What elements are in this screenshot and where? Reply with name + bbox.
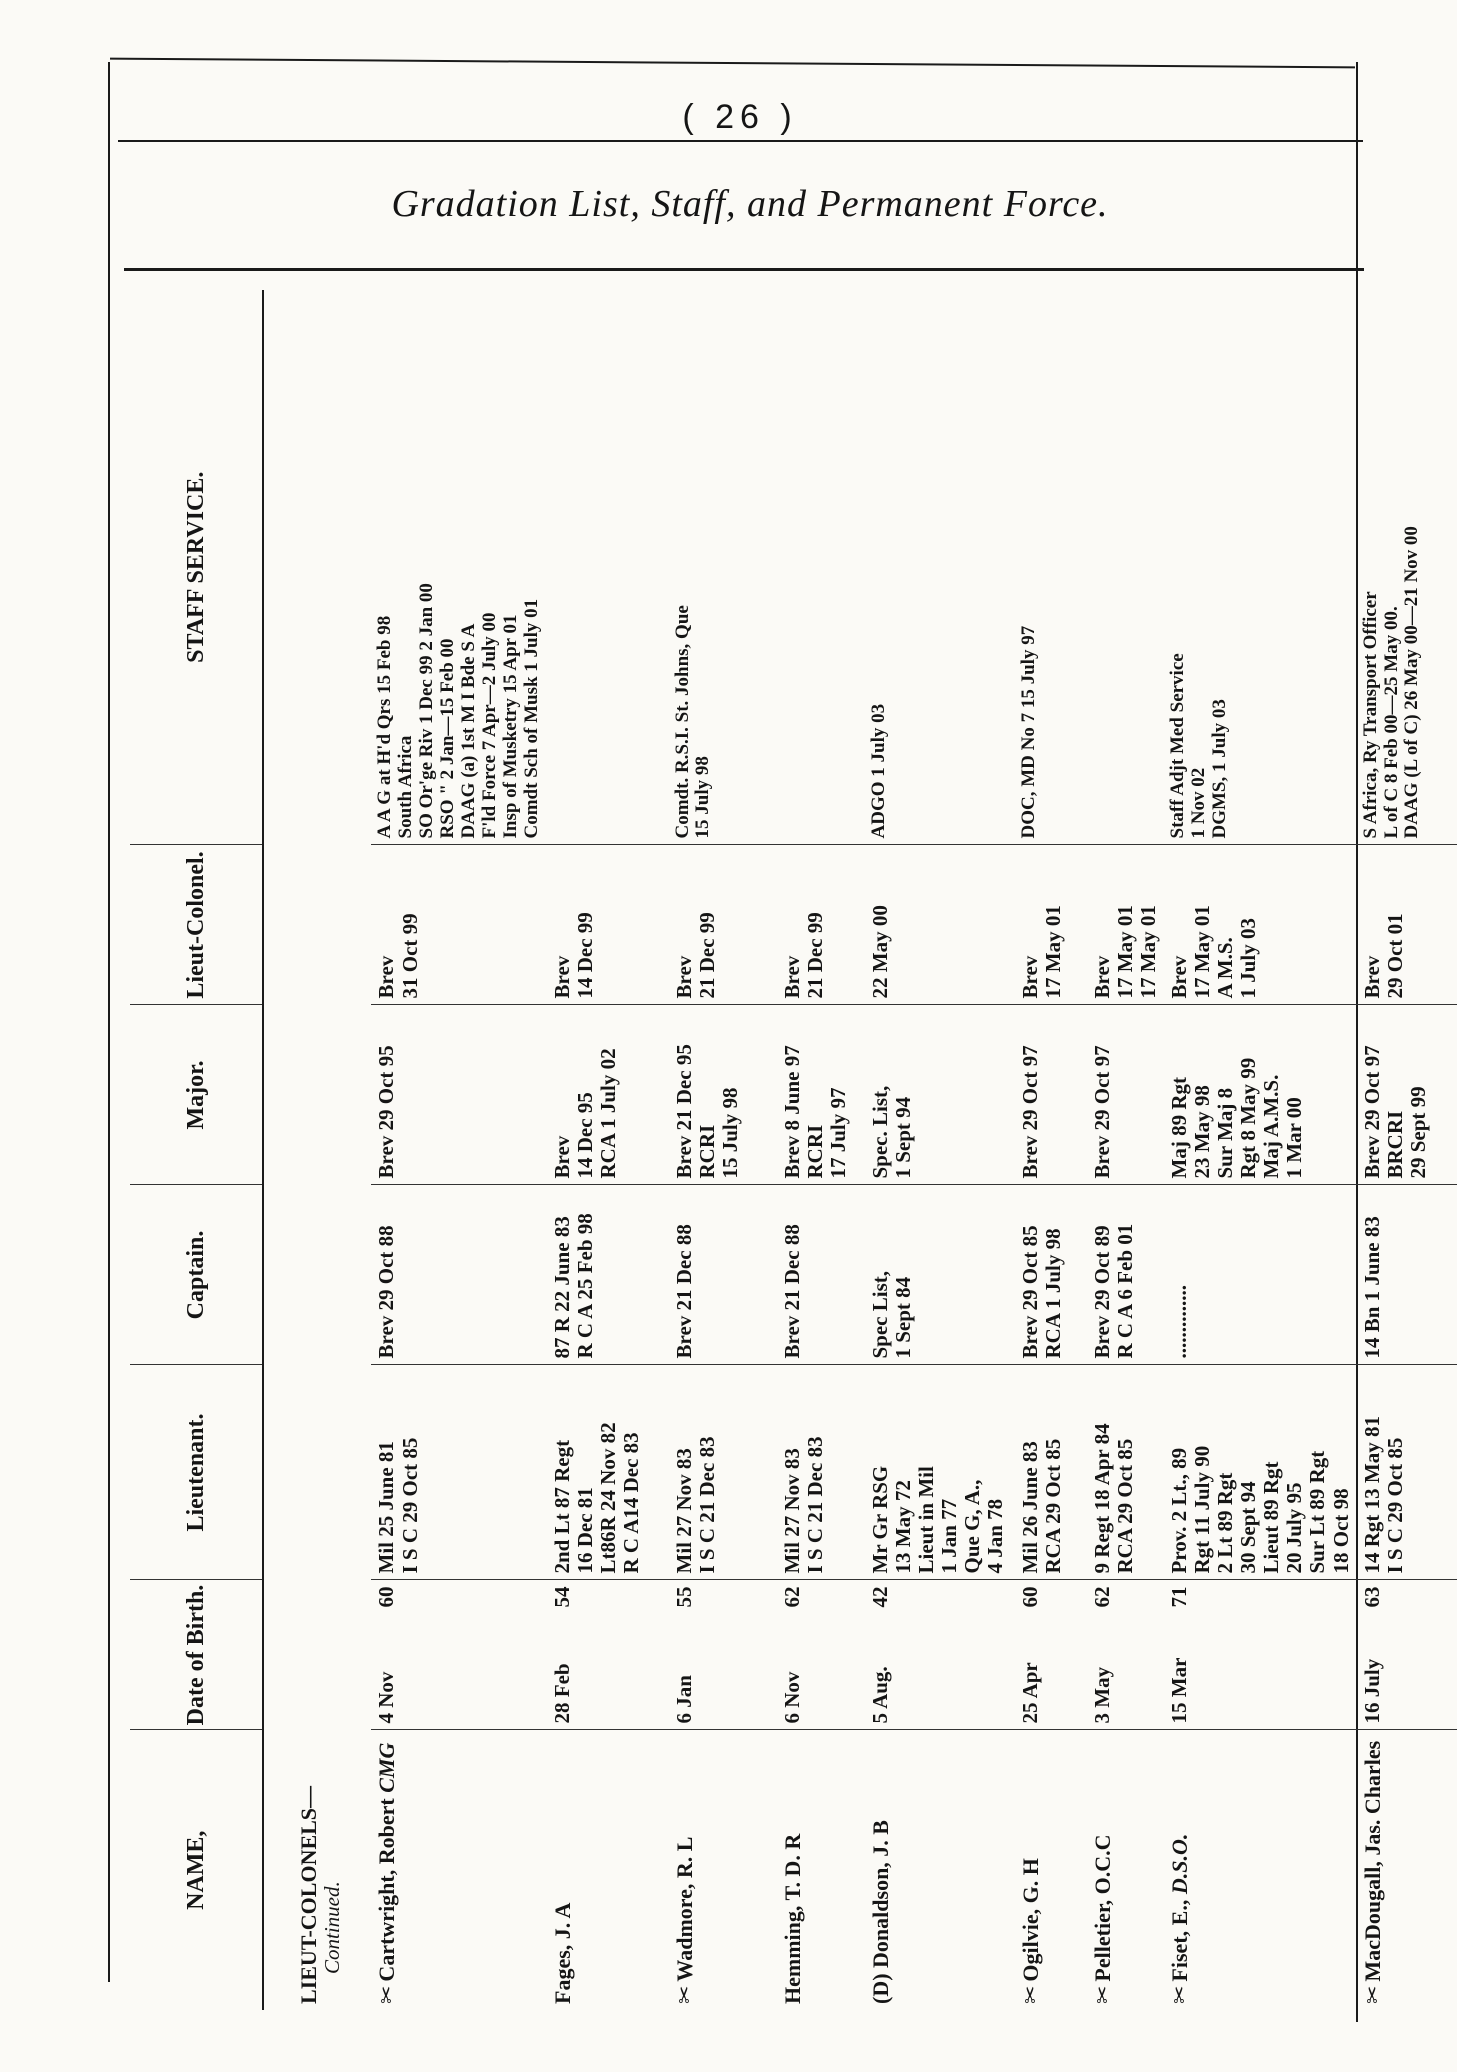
captain-cell: Brev 21 Dec 88: [669, 1185, 777, 1365]
officer-name: Fages, J. A: [549, 1902, 575, 2004]
officer-name: Hemming, T. D. R: [779, 1833, 805, 2004]
date-of-birth: 4 Nov: [374, 1671, 399, 1724]
dob-cell: [865, 1580, 1015, 1730]
age: 62: [779, 1586, 804, 1608]
lt-colonel-cell: 22 May 00: [865, 845, 1015, 1005]
lieutenant-cell: Mil 26 June 83 RCA 29 Oct 85: [1015, 1365, 1087, 1580]
captain-cell: 87 R 22 June 83 R C A 25 Feb 98: [547, 1185, 669, 1365]
lt-colonel-cell: Brev 31 Oct 99: [371, 845, 546, 1005]
date-of-birth: 6 Nov: [779, 1671, 804, 1724]
title-rule: [124, 268, 1364, 271]
scissors-icon: ✂: [374, 1985, 400, 2004]
age: 60: [1017, 1586, 1042, 1608]
section-row: [263, 290, 371, 2010]
staff-service-cell: A A G at H'd Qrs 15 Feb 98 South Africa SO Or'ge Riv 1 Dec 99 2 Jan 00 RSO " 2 Jan—15 Feb 00 DAAG (a) 1st M I Bde S A F'ld Force 7 Apr—2 July 00 Insp of Musketry 15 Apr 01 Comdt Sch of Musk 1 July 01: [371, 290, 546, 845]
staff-service-cell: ADGO 1 July 03: [865, 290, 1015, 845]
col-name: NAME,: [130, 1730, 263, 2010]
col-lt-colonel: Lieut-Colonel.: [130, 845, 263, 1005]
captain-cell: Brev 29 Oct 88: [371, 1185, 546, 1365]
staff-service-cell: Comdt. R.S.I. St. Johns, Que 15 July 98: [669, 290, 777, 845]
date-of-birth: 15 Mar: [1166, 1657, 1191, 1724]
header-row: [130, 290, 263, 2010]
major-cell: Maj 89 Rgt 23 May 98 Sur Maj 8 Rgt 8 May 99 Maj A.M.S. 1 Mar 00: [1164, 1005, 1357, 1185]
table-row: [777, 290, 865, 2010]
top-rule: [110, 58, 1355, 69]
dob-cell: [777, 1580, 865, 1730]
major-cell: Brev 29 Oct 97: [1087, 1005, 1164, 1185]
table-row: [669, 290, 777, 2010]
lieutenant-cell: 2nd Lt 87 Regt 16 Dec 81 Lt86R 24 Nov 82 R C A14 Dec 83: [547, 1365, 669, 1580]
age: 71: [1166, 1586, 1191, 1608]
name-cell: [1087, 1730, 1164, 2010]
officer-name: Wadmore, R. L: [671, 1836, 697, 1982]
section-title: LIEUT-COLONELS—: [296, 1785, 322, 2004]
dob-cell: [547, 1580, 669, 1730]
table-row: [1357, 290, 1457, 2010]
lieutenant-cell: Mr Gr RSG 13 May 72 Lieut in Mil 1 Jan 77 Que G, A., 4 Jan 78: [865, 1365, 1015, 1580]
officer-name: MacDougall, Jas. Charles: [1359, 1740, 1385, 1982]
table-row: [1015, 290, 1087, 2010]
dob-cell: [1087, 1580, 1164, 1730]
officer-name: (D) Donaldson, J. B: [867, 1820, 893, 2004]
age: 42: [867, 1586, 892, 1608]
staff-service-cell: [547, 290, 669, 845]
staff-service-cell: [1087, 290, 1164, 845]
name-cell: [1015, 1730, 1087, 2010]
name-cell: [547, 1730, 669, 2010]
officer-name: Fiset, E.,: [1166, 1899, 1192, 1982]
name-cell: [777, 1730, 865, 2010]
major-cell: Spec. List, 1 Sept 94: [865, 1005, 1015, 1185]
name-cell: [1164, 1730, 1357, 2010]
dob-cell: [371, 1580, 546, 1730]
lieutenant-cell: Prov. 2 Lt., 89 Rgt 11 July 90 2 Lt 89 Rgt 30 Sept 94 Lieut 89 Rgt 20 July 95 Sur Lt 89 Rgt 18 Oct 98: [1164, 1365, 1357, 1580]
lt-colonel-cell: Brev 21 Dec 99: [777, 845, 865, 1005]
page-number-rule: [118, 140, 1363, 142]
officer-name: Cartwright, Robert: [374, 1798, 400, 1982]
lt-colonel-cell: Brev 14 Dec 99: [547, 845, 669, 1005]
gradation-table-rotated: [130, 290, 1430, 2010]
captain-cell: 14 Bn 1 June 83: [1357, 1185, 1457, 1365]
lieutenant-cell: Mil 27 Nov 83 I S C 21 Dec 83: [777, 1365, 865, 1580]
col-staff-service: STAFF SERVICE.: [130, 290, 263, 845]
major-cell: Brev 14 Dec 95 RCA 1 July 02: [547, 1005, 669, 1185]
name-cell: [371, 1730, 546, 2010]
major-cell: Brev 29 Oct 97: [1015, 1005, 1087, 1185]
name-cell: [865, 1730, 1015, 2010]
col-lieutenant: Lieutenant.: [130, 1365, 263, 1580]
age: 54: [549, 1586, 574, 1608]
age: 62: [1089, 1586, 1114, 1608]
page-number: ( 26 ): [682, 98, 798, 136]
date-of-birth: 16 July: [1359, 1658, 1384, 1724]
scissors-icon: ✂: [671, 1985, 697, 2004]
left-binding-rule: [108, 62, 110, 1982]
date-of-birth: 5 Aug.: [867, 1666, 892, 1724]
captain-cell: Brev 29 Oct 85 RCA 1 July 98: [1015, 1185, 1087, 1365]
lt-colonel-cell: Brev 21 Dec 99: [669, 845, 777, 1005]
staff-service-cell: S Africa, Ry Transport Officer L of C 8 Feb 00—25 May 00. DAAG (L of C) 26 May 00—21 Nov 00: [1357, 290, 1457, 845]
major-cell: Brev 29 Oct 95: [371, 1005, 546, 1185]
age: 60: [374, 1586, 399, 1608]
date-of-birth: 25 Apr: [1017, 1662, 1042, 1724]
officer-name: Pelletier, O.C.C: [1089, 1834, 1115, 1982]
lieutenant-cell: Mil 27 Nov 83 I S C 21 Dec 83: [669, 1365, 777, 1580]
lt-colonel-cell: Brev 17 May 01: [1015, 845, 1087, 1005]
captain-cell: Brev 29 Oct 89 R C A 6 Feb 01: [1087, 1185, 1164, 1365]
table-row: [1087, 290, 1164, 2010]
section-cell: [263, 290, 371, 2010]
date-of-birth: 6 Jan: [671, 1675, 696, 1724]
officer-name: Ogilvie, G. H: [1017, 1858, 1043, 1982]
col-major: Major.: [130, 1005, 263, 1185]
name-cell: [1357, 1730, 1457, 2010]
major-cell: Brev 8 June 97 RCRI 17 July 97: [777, 1005, 865, 1185]
table-row: [547, 290, 669, 2010]
lieutenant-cell: Mil 25 June 81 I S C 29 Oct 85: [371, 1365, 546, 1580]
table-row: [865, 290, 1015, 2010]
captain-cell: Brev 21 Dec 88: [777, 1185, 865, 1365]
table-body: [263, 290, 1457, 2010]
lieutenant-cell: 14 Rgt 13 May 81 I S C 29 Oct 85: [1357, 1365, 1457, 1580]
scissors-icon: ✂: [1166, 1985, 1192, 2004]
date-of-birth: 3 May: [1089, 1666, 1114, 1724]
dob-cell: [1164, 1580, 1357, 1730]
honour: CMG: [374, 1742, 400, 1793]
lt-colonel-cell: Brev 29 Oct 01: [1357, 845, 1457, 1005]
table-row: [371, 290, 546, 2010]
scissors-icon: ✂: [1089, 1985, 1115, 2004]
dob-cell: [1015, 1580, 1087, 1730]
col-captain: Captain.: [130, 1185, 263, 1365]
gradation-table: [130, 290, 1457, 2010]
age: 55: [671, 1586, 696, 1608]
staff-service-cell: [777, 290, 865, 845]
lieutenant-cell: 9 Regt 18 Apr 84 RCA 29 Oct 85: [1087, 1365, 1164, 1580]
section-subtitle: Continued.: [320, 1881, 345, 1974]
dob-cell: [1357, 1580, 1457, 1730]
date-of-birth: 28 Feb: [549, 1663, 574, 1724]
captain-cell: ..............: [1164, 1185, 1357, 1365]
page-title: Gradation List, Staff, and Permanent Force.: [391, 183, 1109, 225]
col-dob: Date of Birth.: [130, 1580, 263, 1730]
lt-colonel-cell: Brev 17 May 01 17 May 01: [1087, 845, 1164, 1005]
scissors-icon: ✂: [1017, 1985, 1043, 2004]
age: 63: [1359, 1586, 1384, 1608]
scissors-icon: ✂: [1359, 1985, 1385, 2004]
major-cell: Brev 29 Oct 97 BRCRI 29 Sept 99: [1357, 1005, 1457, 1185]
honour: D.S.O.: [1166, 1833, 1192, 1895]
lt-colonel-cell: Brev 17 May 01 A M.S. 1 July 03: [1164, 845, 1357, 1005]
dob-cell: [669, 1580, 777, 1730]
staff-service-cell: DOC, MD No 7 15 July 97: [1015, 290, 1087, 845]
captain-cell: Spec List, 1 Sept 84: [865, 1185, 1015, 1365]
staff-service-cell: Staff Adjt Med Service 1 Nov 02 DGMS, 1 July 03: [1164, 290, 1357, 845]
name-cell: [669, 1730, 777, 2010]
table-row: [1164, 290, 1357, 2010]
major-cell: Brev 21 Dec 95 RCRI 15 July 98: [669, 1005, 777, 1185]
